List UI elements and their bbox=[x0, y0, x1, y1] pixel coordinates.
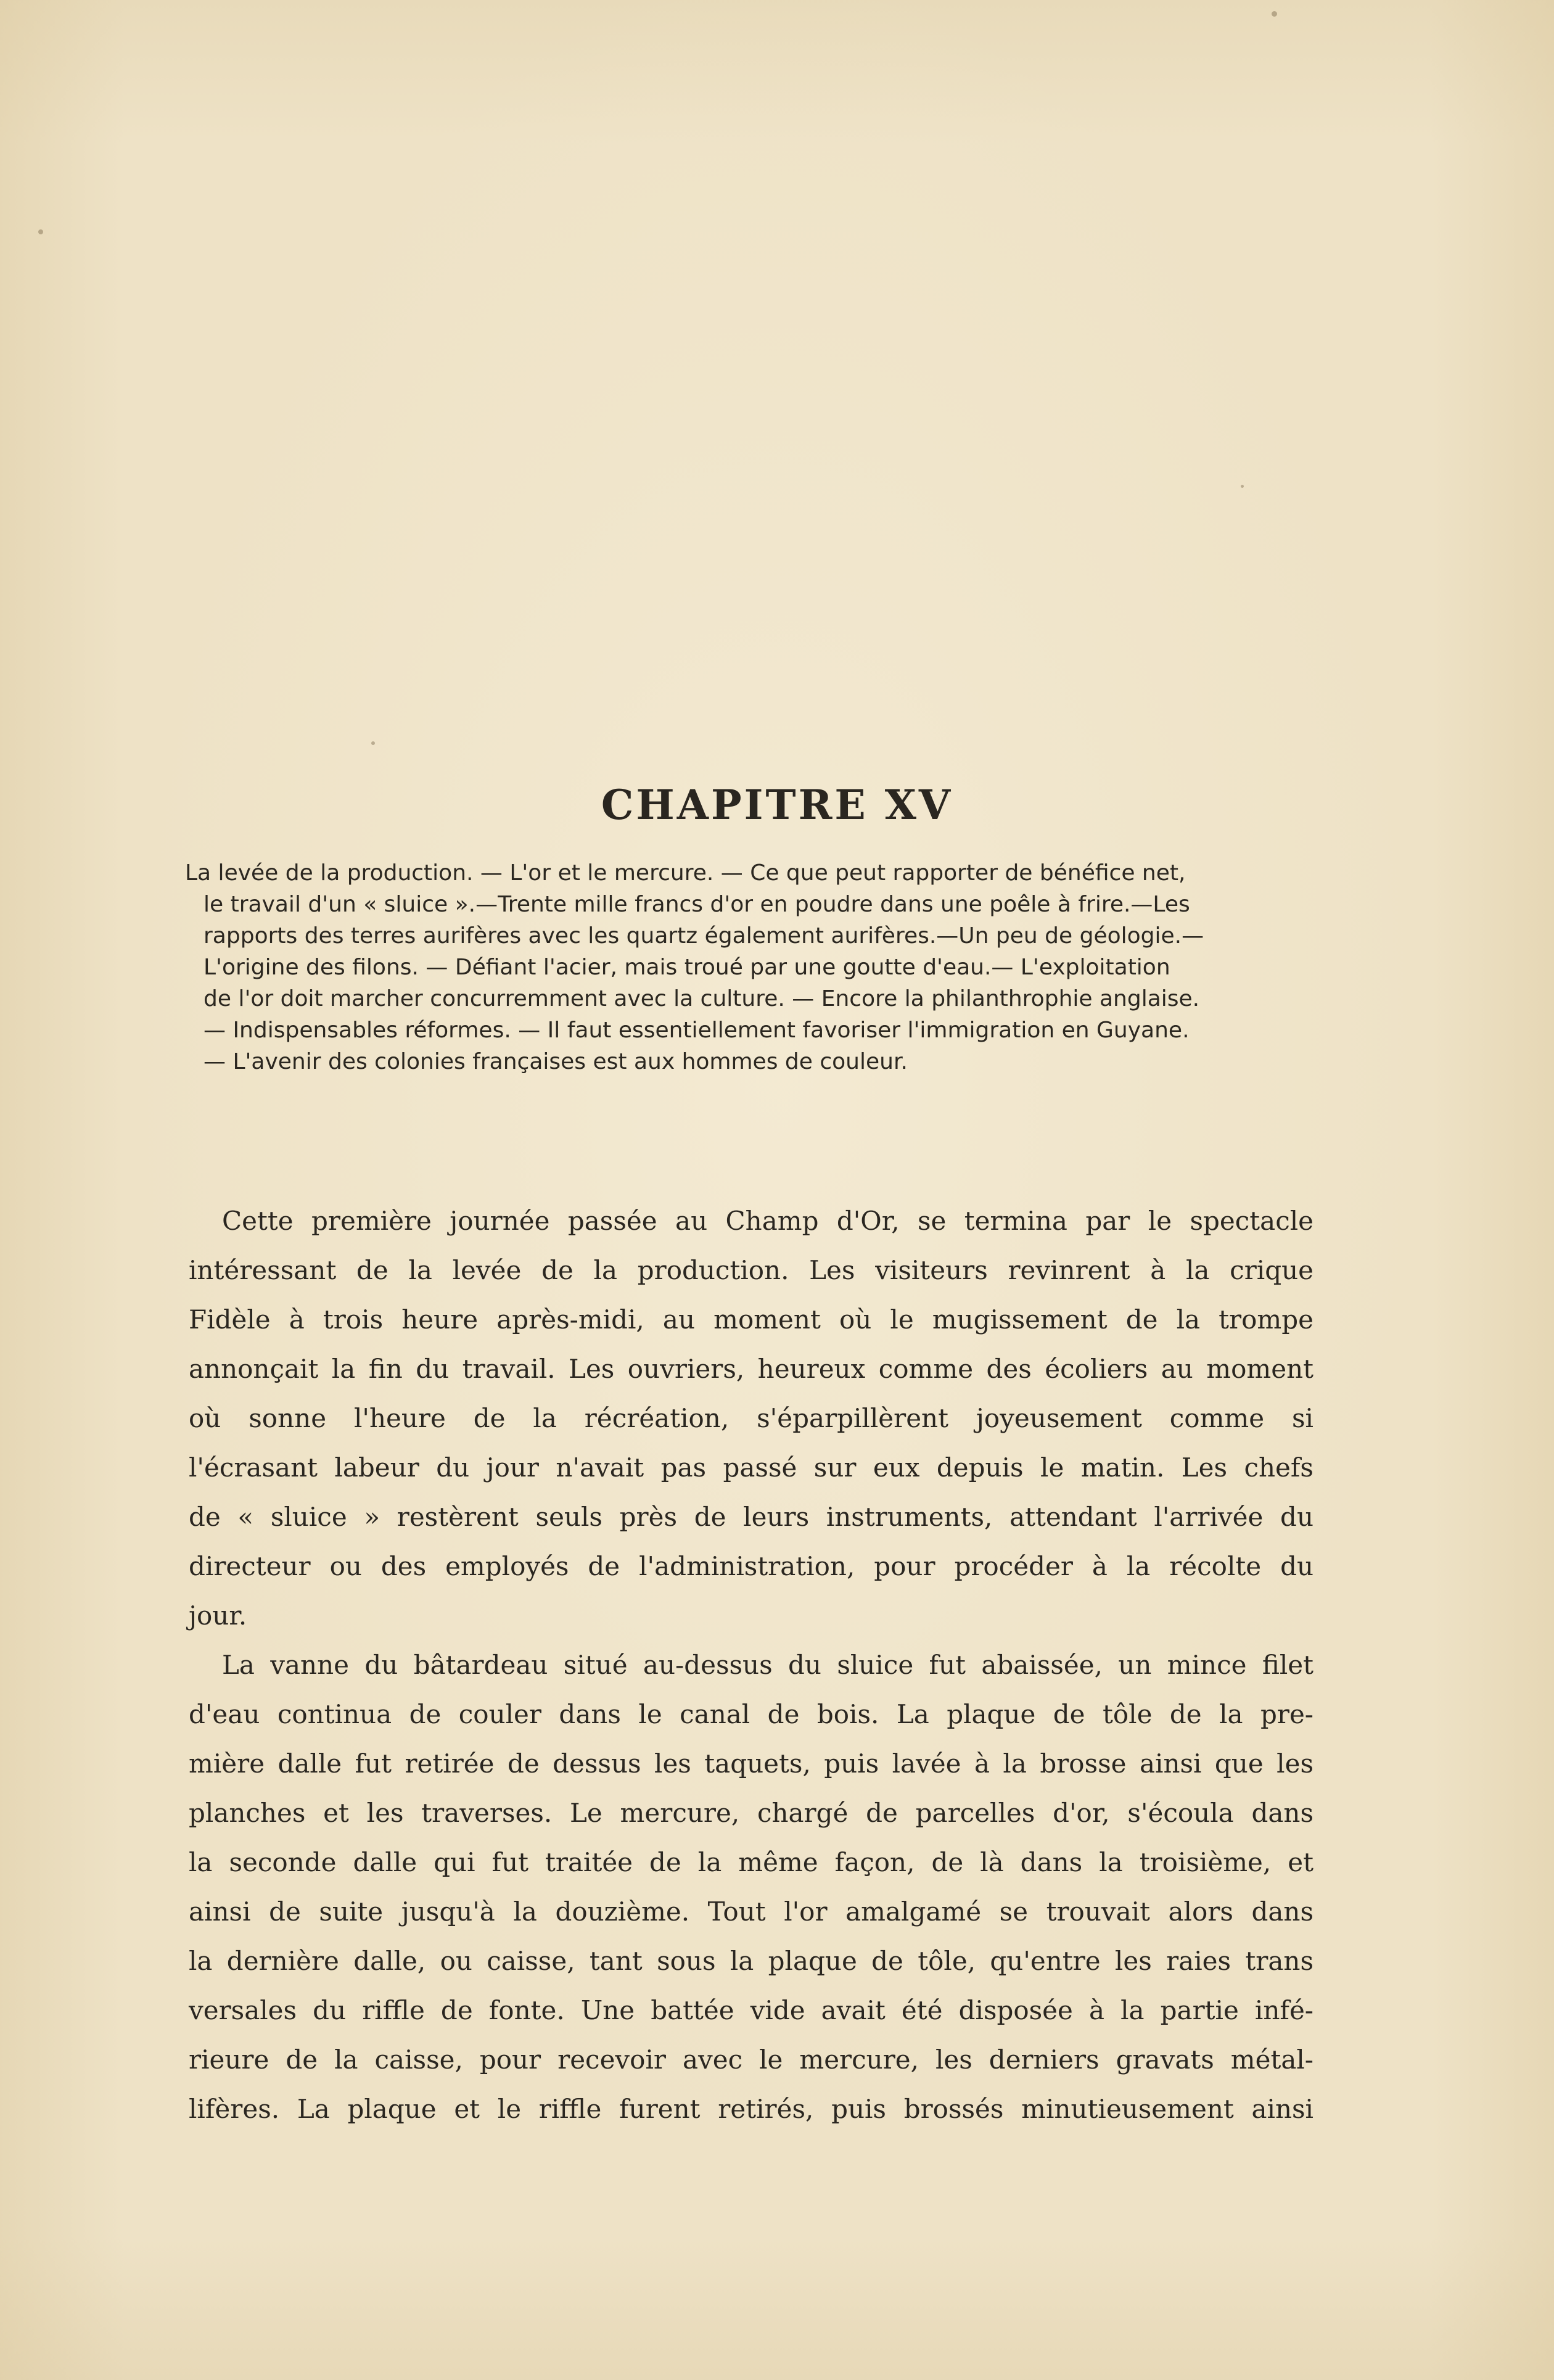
body-line: où sonne l'heure de la récréation, s'éparpillèrent joyeusement comme si bbox=[189, 1403, 1314, 1433]
summary-line: — L'avenir des colonies françaises est aux hommes de couleur. bbox=[204, 1049, 908, 1074]
body-line: La vanne du bâtardeau situé au-dessus du sluice fut abaissée, un mince filet bbox=[222, 1650, 1314, 1680]
body-line: planches et les traverses. Le mercure, chargé de parcelles d'or, s'écoula dans bbox=[189, 1798, 1314, 1828]
chapter-body bbox=[189, 1196, 1314, 2134]
body-line: versales du riffle de fonte. Une battée vide avait été disposée à la partie infé- bbox=[189, 1995, 1314, 2025]
summary-line: L'origine des filons. — Défiant l'acier, mais troué par une goutte d'eau.— L'exploitation bbox=[204, 955, 1170, 980]
body-line: la dernière dalle, ou caisse, tant sous la plaque de tôle, qu'entre les raies trans bbox=[189, 1946, 1314, 1976]
paper-speck bbox=[38, 229, 43, 234]
chapter-title: CHAPITRE XV bbox=[601, 781, 953, 830]
body-line: l'écrasant labeur du jour n'avait pas passé sur eux depuis le matin. Les chefs bbox=[189, 1452, 1314, 1483]
summary-line: rapports des terres aurifères avec les quartz également aurifères.—Un peu de géologie.— bbox=[204, 923, 1204, 949]
body-line: ainsi de suite jusqu'à la douzième. Tout l'or amalgamé se trouvait alors dans bbox=[189, 1896, 1314, 1927]
body-line: intéressant de la levée de la production. Les visiteurs revinrent à la crique bbox=[189, 1255, 1314, 1285]
paper-speck bbox=[371, 741, 375, 745]
body-line: jour. bbox=[189, 1600, 247, 1631]
paper-speck bbox=[1241, 485, 1244, 488]
summary-line: La levée de la production. — L'or et le mercure. — Ce que peut rapporter de bénéfice net, bbox=[185, 860, 1186, 886]
body-line: Cette première journée passée au Champ d'Or, se termina par le spectacle bbox=[222, 1206, 1314, 1236]
body-line: d'eau continua de couler dans le canal de bois. La plaque de tôle de la pre- bbox=[189, 1699, 1314, 1729]
body-line: la seconde dalle qui fut traitée de la même façon, de là dans la troisième, et bbox=[189, 1847, 1314, 1877]
chapter-summary bbox=[185, 857, 1314, 1077]
summary-line: de l'or doit marcher concurremment avec la culture. — Encore la philanthrophie anglaise. bbox=[204, 986, 1200, 1011]
paper-speck bbox=[1272, 11, 1277, 17]
body-line: rieure de la caisse, pour recevoir avec le mercure, les derniers gravats métal- bbox=[189, 2044, 1314, 2075]
body-line: annonçait la fin du travail. Les ouvriers, heureux comme des écoliers au moment bbox=[189, 1354, 1314, 1384]
body-line: directeur ou des employés de l'administration, pour procéder à la récolte du bbox=[189, 1551, 1314, 1581]
body-line: de « sluice » restèrent seuls près de leurs instruments, attendant l'arrivée du bbox=[189, 1502, 1314, 1532]
summary-line: — Indispensables réformes. — Il faut essentiellement favoriser l'immigration en Guyane. bbox=[204, 1018, 1190, 1043]
summary-line: le travail d'un « sluice ».—Trente mille francs d'or en poudre dans une poêle à frire.—Les bbox=[204, 892, 1190, 917]
body-line: mière dalle fut retirée de dessus les taquets, puis lavée à la brosse ainsi que les bbox=[189, 1748, 1314, 1779]
body-line: lifères. La plaque et le riffle furent retirés, puis brossés minutieusement ainsi bbox=[189, 2094, 1314, 2124]
body-line: Fidèle à trois heure après-midi, au moment où le mugissement de la trompe bbox=[189, 1304, 1314, 1335]
